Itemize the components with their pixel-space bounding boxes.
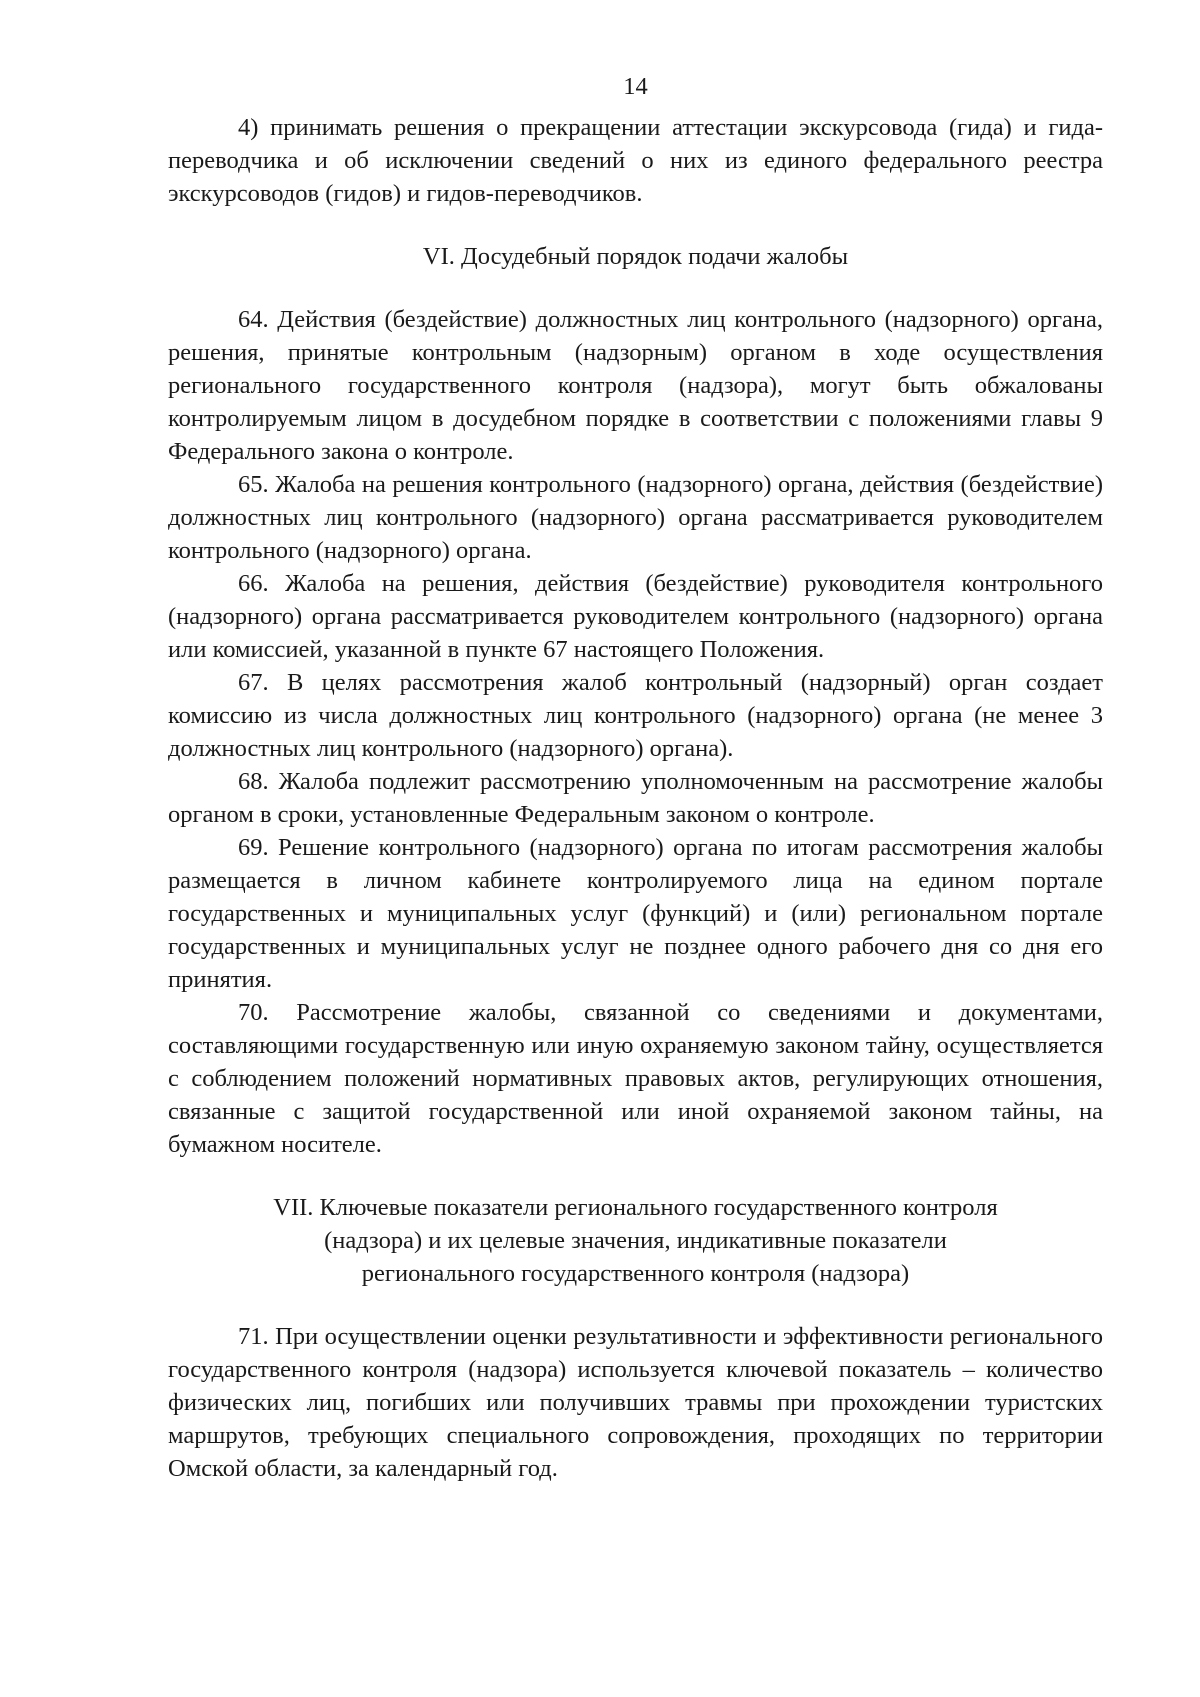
paragraph-66: 66. Жалоба на решения, действия (бездействие) руководителя контрольного (надзорного) органа рассматривается руководителем контрольного (надзорного) органа или комиссией, указанной в пункте 67 настоящего Положения.: [168, 570, 1103, 663]
paragraph-69: 69. Решение контрольного (надзорного) органа по итогам рассмотрения жалобы размещается в личном кабинете контролируемого лица на едином портале государственных и муниципальных услуг (функций) и (или) региональном портале государственных и муниципальных услуг не позднее одного рабочего дня со дня его принятия.: [168, 834, 1103, 993]
section-vii-heading: [168, 1191, 1103, 1290]
section-vii-heading-line: VII. Ключевые показатели регионального государственного контроля: [273, 1194, 998, 1221]
page-number: 14: [623, 73, 648, 100]
paragraph-65: 65. Жалоба на решения контрольного (надзорного) органа, действия (бездействие) должностных лиц контрольного (надзорного) органа рассматривается руководителем контрольного (надзорного) органа.: [168, 471, 1103, 564]
paragraph-68: 68. Жалоба подлежит рассмотрению уполномоченным на рассмотрение жалобы органом в сроки, установленные Федеральным законом о контроле.: [168, 768, 1103, 828]
paragraph-67: 67. В целях рассмотрения жалоб контрольный (надзорный) орган создает комиссию из числа должностных лиц контрольного (надзорного) органа (не менее 3 должностных лиц контрольного (надзорного) органа).: [168, 669, 1103, 762]
paragraph-71: 71. При осуществлении оценки результативности и эффективности регионального государственного контроля (надзора) используется ключевой показатель – количество физических лиц, погибших или получивших травмы при прохождении туристских маршрутов, требующих специального сопровождения, проходящих по территории Омской области, за календарный год.: [168, 1323, 1103, 1482]
document-page: [168, 70, 1103, 1485]
paragraph-4: 4) принимать решения о прекращении аттестации экскурсовода (гида) и гида-переводчика и об исключении сведений о них из единого федерального реестра экскурсоводов (гидов) и гидов-переводчиков.: [168, 114, 1103, 207]
paragraph-70: 70. Рассмотрение жалобы, связанной со сведениями и документами, составляющими государственную или иную охраняемую законом тайну, осуществляется с соблюдением положений нормативных правовых актов, регулирующих отношения, связанные с защитой государственной или иной охраняемой законом тайны, на бумажном носителе.: [168, 999, 1103, 1158]
section-vii-heading-line: (надзора) и их целевые значения, индикативные показатели: [324, 1227, 947, 1254]
section-vii-heading-line: регионального государственного контроля (надзора): [361, 1260, 910, 1287]
section-vi-heading: VI. Досудебный порядок подачи жалобы: [422, 243, 849, 270]
paragraph-64: 64. Действия (бездействие) должностных лиц контрольного (надзорного) органа, решения, принятые контрольным (надзорным) органом в ходе осуществления регионального государственного контроля (надзора), могут быть обжалованы контролируемым лицом в досудебном порядке в соответствии с положениями главы 9 Федерального закона о контроле.: [168, 306, 1103, 465]
